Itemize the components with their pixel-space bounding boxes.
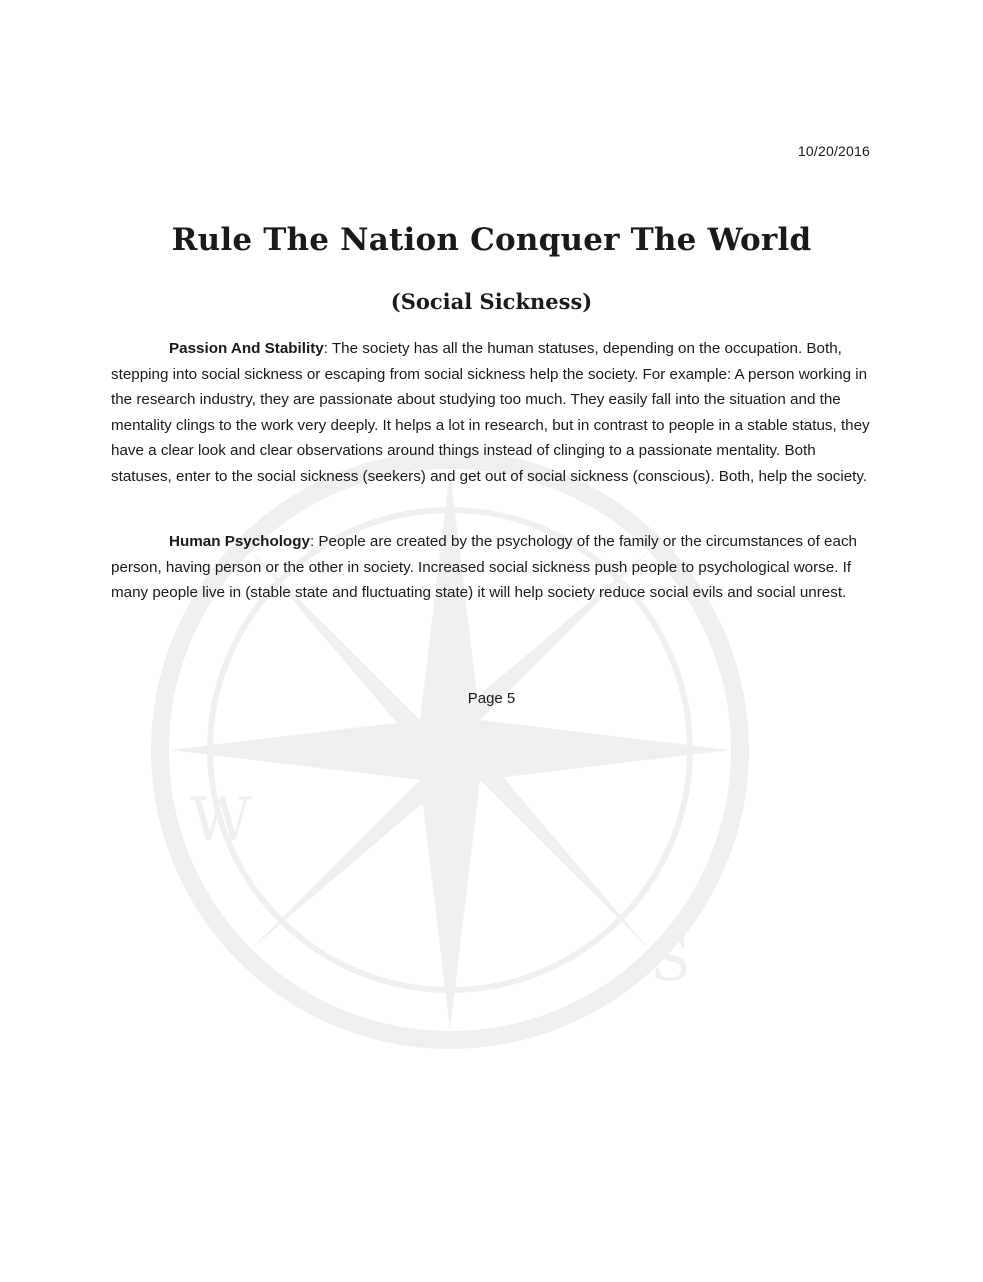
paragraph-heading: Passion And Stability [169, 340, 324, 357]
page-number: Page 5 [467, 690, 516, 707]
document-title: Rule The Nation Conquer The World [171, 222, 812, 258]
watermark-letter-w: W [190, 785, 252, 855]
document-date: 10/20/2016 [797, 143, 870, 159]
document-subtitle: (Social Sickness) [390, 289, 593, 314]
paragraph-human-psychology [111, 529, 871, 606]
paragraph-body: The society has all the human statuses, depending on the occupation. Both, stepping into social sickness or escaping from social sickness help the society. For example: A person working in the research industry, they are passionate about studying too much. They easily fall into the situation and the mentality clings to the work very deeply. It helps a lot in research, but in contrast to people in a stable status, they have a clear look and clear observations around things instead of clinging to a passionate mentality. Both statuses, enter to the social sickness (seekers) and get out of social sickness (conscious). Both, help the society. [111, 340, 870, 485]
paragraph-passion-and-stability [111, 336, 871, 489]
paragraph-separator: : [309, 533, 315, 550]
paragraph-heading: Human Psychology [169, 533, 310, 550]
watermark-letter-s: S [650, 925, 692, 995]
paragraph-separator: : [323, 340, 328, 357]
paragraph-body: People are created by the psychology of the family or the circumstances of each person, having person or the other in society. Increased social sickness push people to psychological worse. If many people live in (stable state and fluctuating state) it will help society reduce social evils and social unrest. [111, 533, 857, 601]
